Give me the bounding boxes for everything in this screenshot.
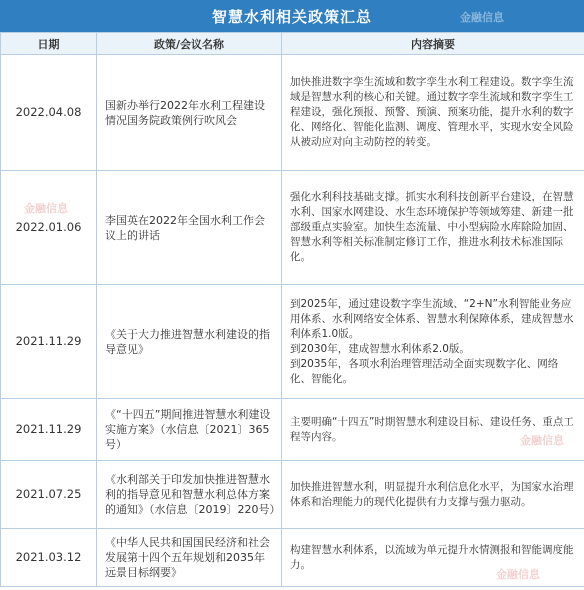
row-policy-name: 《“十四五”期间推进智慧水利建设实施方案》（水信息〔2021〕365号） <box>97 399 282 461</box>
summary-paragraph: 到2025年，通过建设数字孪生流域、“2+N”水利智能业务应用体系、水利网络安全体系、智慧水利保障体系，建成智慧水利体系1.0版。 <box>290 297 574 340</box>
column-header-name: 政策/会议名称 <box>97 33 282 55</box>
table-row <box>1 285 584 399</box>
row-policy-name: 国新办举行2022年水利工程建设情况国务院政策例行吹风会 <box>97 55 282 171</box>
column-header-row <box>1 33 584 55</box>
watermark: 金融信息 <box>496 568 540 581</box>
table-row <box>1 55 584 171</box>
table-row <box>1 461 584 529</box>
summary-paragraph: 到2030年，建成智慧水利体系2.0版。 <box>290 342 470 355</box>
summary-paragraph: 主要明确“十四五”时期智慧水利建设目标、建设任务、重点工程等内容。 <box>290 415 574 443</box>
summary-paragraph: 加快推进智慧水利，明显提升水利信息化水平，为国家水治理体系和治理能力的现代化提供有力支撑与强力驱动。 <box>290 480 574 508</box>
watermark: 金融信息 <box>520 434 564 447</box>
row-summary <box>282 285 584 399</box>
watermark: 金融信息 <box>24 202 68 215</box>
summary-paragraph: 构建智慧水利体系，以流域为单元提升水情测报和智能调度能力。 <box>290 543 574 571</box>
row-date: 2021.03.12 <box>1 529 97 587</box>
summary-paragraph: 强化水利科技基础支撑。抓实水利科技创新平台建设，在智慧水利、国家水网建设、水生态环境保护等领域筹建、新建一批部级重点实验室。加快生态流量、中小型病险水库除险加固、智慧水利等相关标准制定修订工作，推进水利技术标准国际化。 <box>290 191 574 263</box>
column-header-date: 日期 <box>1 33 97 55</box>
row-date: 2021.11.29 <box>1 399 97 461</box>
row-policy-name: 《中华人民共和国国民经济和社会发展第十四个五年规划和2035年远景目标纲要》 <box>97 529 282 587</box>
summary-paragraph: 加快推进数字孪生流域和数字孪生水利工程建设。数字孪生流域是智慧水利的核心和关键。通过数字孪生流域和数字孪生工程建设，强化预报、预警、预演、预案功能，提升水利的数字化、网络化、智能化监测、调度、管理水平，实现水安全风险从被动应对向主动防控的转变。 <box>290 76 574 148</box>
row-date: 2022.04.08 <box>1 55 97 171</box>
row-summary <box>282 399 584 461</box>
table-title: 智慧水利相关政策汇总 <box>0 0 584 32</box>
row-date: 2021.07.25 <box>1 461 97 529</box>
policy-table <box>0 32 584 587</box>
row-date: 2021.11.29 <box>1 285 97 399</box>
row-policy-name: 《关于大力推进智慧水利建设的指导意见》 <box>97 285 282 399</box>
column-header-summary: 内容摘要 <box>282 33 584 55</box>
row-summary <box>282 55 584 171</box>
row-date: 2022.01.06 <box>1 171 97 285</box>
row-policy-name: 《水利部关于印发加快推进智慧水利的指导意见和智慧水利总体方案的通知》（水信息〔2019〕220号） <box>97 461 282 529</box>
table-row <box>1 171 584 285</box>
row-policy-name: 李国英在2022年全国水利工作会议上的讲话 <box>97 171 282 285</box>
summary-paragraph: 到2035年，各项水利治理管理活动全面实现数字化、网络化、智能化。 <box>290 357 559 385</box>
table-row <box>1 399 584 461</box>
watermark: 金融信息 <box>460 11 504 24</box>
row-summary <box>282 171 584 285</box>
row-summary <box>282 461 584 529</box>
